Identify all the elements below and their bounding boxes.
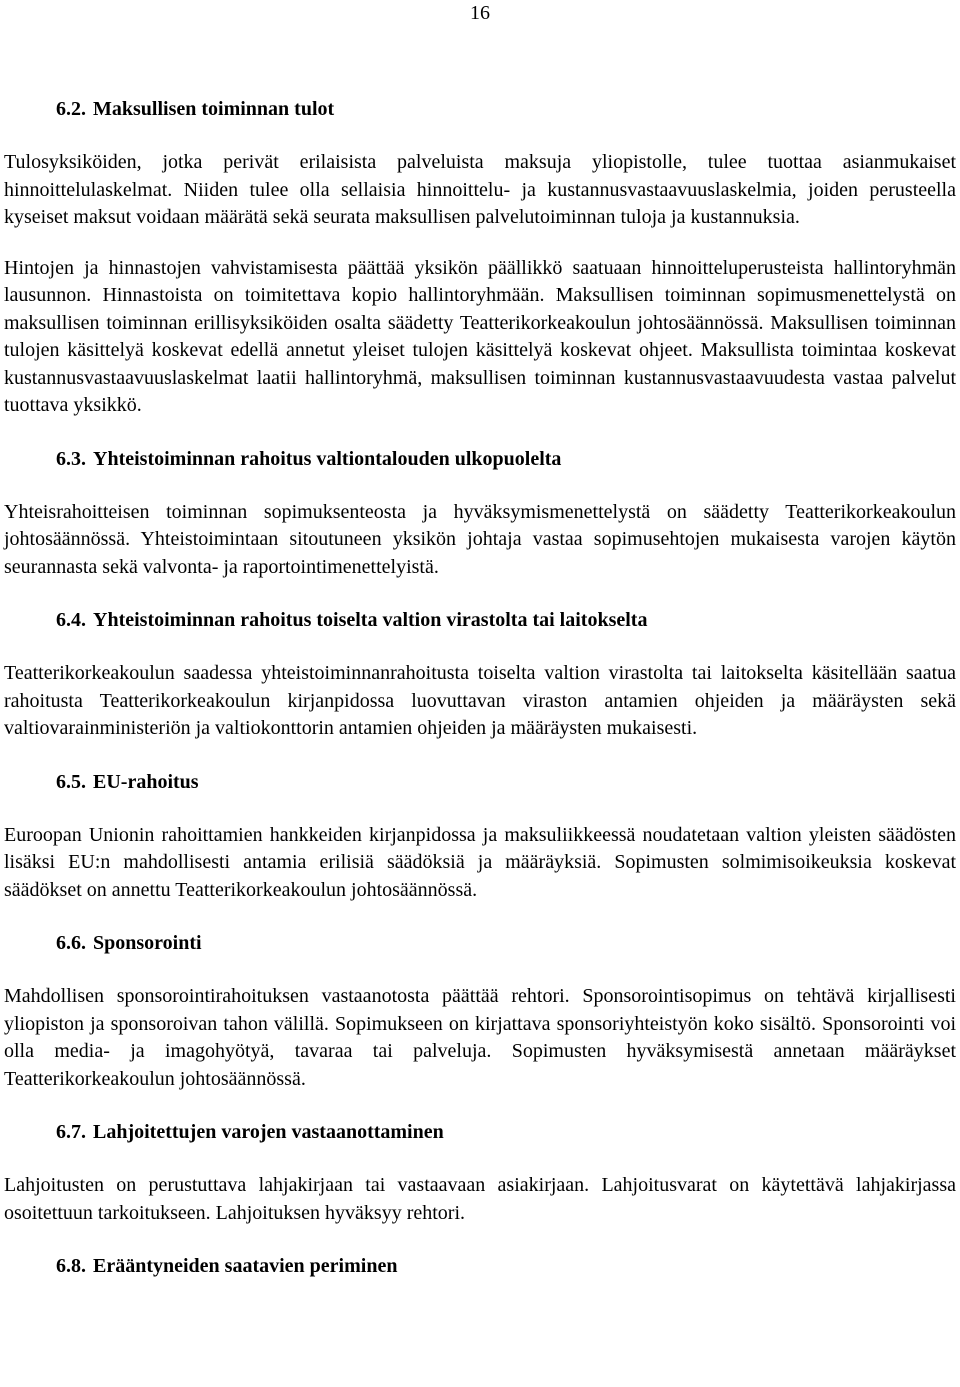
section-number: 6.8. (56, 1255, 86, 1277)
section-title: Erääntyneiden saatavien periminen (93, 1255, 398, 1277)
paragraph: Mahdollisen sponsorointirahoituksen vastaanotosta päättää rehtori. Sponsorointisopimus on tehtävä kirjallisesti yliopiston ja sponsoroivan tahon välillä. Sopimukseen on kirjattava sponsoriyhteistyön koko sisältö. Sponsorointi voi olla media- ja imagohyötyä, tavaraa tai palveluja. Sopimusten hyväksymisestä annetaan määräykset Teatterikorkeakoulun johtosäännössä. (4, 985, 956, 1090)
section-heading-6-8 (56, 1253, 956, 1280)
section-title: Sponsorointi (93, 932, 202, 954)
paragraph: Teatterikorkeakoulun saadessa yhteistoiminnanrahoitusta toiselta valtion virastolta tai laitokselta käsitellään saatua rahoitusta Teatterikorkeakoulun kirjanpidossa luovuttavan viraston antamien ohjeiden ja määräysten sekä valtiovarainministeriön ja valtiokonttorin antamien ohjeiden ja määräysten mukaisesti. (4, 662, 956, 739)
section-heading-6-2 (56, 96, 956, 123)
paragraph: Lahjoitusten on perustuttava lahjakirjaan tai vastaavaan asiakirjaan. Lahjoitusvarat on käytettävä lahjakirjassa osoitettuun tarkoitukseen. Lahjoituksen hyväksyy rehtori. (4, 1174, 956, 1224)
section-title: Lahjoitettujen varojen vastaanottaminen (93, 1121, 444, 1143)
paragraph: Yhteisrahoitteisen toiminnan sopimuksenteosta ja hyväksymismenettelystä on säädetty Teatterikorkeakoulun johtosäännössä. Yhteistoimintaan sitoutuneen yksikön johtaja vastaa sopimusehtojen mukaisesta varojen käytön seurannasta sekä valvonta- ja raportointimenettelyistä. (4, 500, 956, 578)
section-number: 6.4. (56, 609, 86, 631)
section-title: Yhteistoiminnan rahoitus toiselta valtion virastolta tai laitokselta (93, 609, 648, 631)
section-title: Yhteistoiminnan rahoitus valtiontalouden ulkopuolelta (93, 447, 562, 470)
section-number: 6.2. (56, 98, 86, 120)
section-title: Maksullisen toiminnan tulot (93, 98, 335, 120)
section-number: 6.5. (56, 770, 86, 793)
section-heading-6-5 (56, 769, 956, 796)
section-heading-6-4 (56, 607, 956, 634)
paragraph: Tulosyksiköiden, jotka perivät erilaisista palveluista maksuja yliopistolle, tulee tuottaa asianmukaiset hinnoittelulaskelmat. Niiden tulee olla sellaisia hinnoittelu- ja kustannusvastaavuuslaskelmia, joiden perusteella kyseiset maksut voidaan määrätä sekä seurata maksullisen palvelutoiminnan tuloja ja kustannuksia. (4, 151, 956, 228)
section-heading-6-6 (56, 930, 956, 957)
paragraph: Euroopan Unionin rahoittamien hankkeiden kirjanpidossa ja maksuliikkeessä noudatetaan valtion yleisten säädösten lisäksi EU:n mahdollisesti antamia erilisiä säädöksiä ja määräyksiä. Sopimusten solmimisoikeuksia koskevat säädökset on annettu Teatterikorkeakoulun johtosäännössä. (4, 823, 956, 901)
section-number: 6.7. (56, 1121, 86, 1143)
section-title: EU-rahoitus (93, 770, 199, 793)
section-heading-6-7 (56, 1119, 956, 1146)
section-heading-6-3 (56, 446, 956, 473)
page-number: 16 (470, 2, 490, 24)
document-body (4, 96, 956, 1280)
section-number: 6.3. (56, 447, 86, 470)
paragraph: Hintojen ja hinnastojen vahvistamisesta päättää yksikön päällikkö saatuaan hinnoitteluperusteista hallintoryhmän lausunnon. Hinnastoista on toimitettava kopio hallintoryhmään. Maksullisen toiminnan sopimusmenettelystä on maksullisen toiminnan erillisyksiköiden osalta säädetty Teatterikorkeakoulun johtosäännössä. Maksullisen toiminnan tulojen käsittelyä koskevat edellä annetut yleiset tulojen käsittelyä koskevat ohjeet. Maksullista toimintaa koskevat kustannusvastaavuuslaskelmat laatii hallintoryhmä, maksullisen toiminnan kustannusvastaavuudesta vastaa palvelut tuottava yksikkö. (4, 256, 956, 416)
section-number: 6.6. (56, 932, 86, 954)
